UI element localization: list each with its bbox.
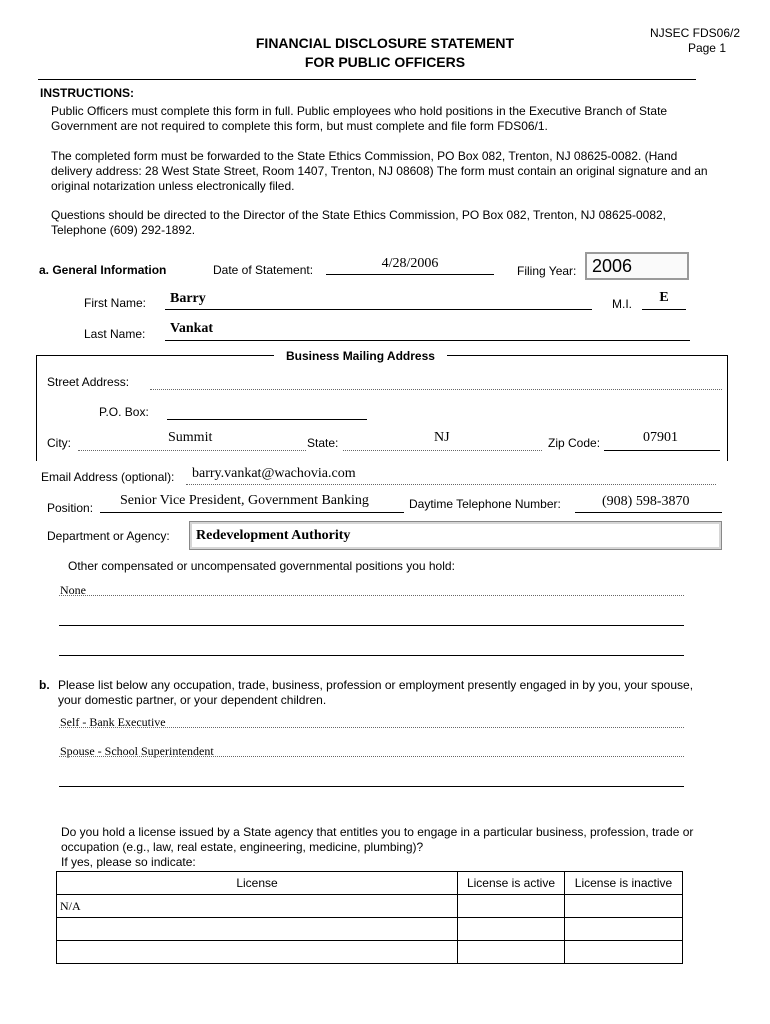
pobox-underline: [167, 419, 367, 420]
instructions-para1: Public Officers must complete this form in full. Public employees who hold positions in the Executive Branch of State Government are not required to complete this form, but must complete and file form FDS06/1.: [51, 104, 668, 133]
license-inactive-cell[interactable]: [565, 918, 683, 941]
page-number: Page 1: [687, 41, 726, 55]
street-label: Street Address:: [47, 375, 130, 389]
other-position-line-3: [59, 655, 684, 656]
pobox-label: P.O. Box:: [99, 405, 149, 419]
other-positions-label: Other compensated or uncompensated governmental positions you hold:: [68, 559, 455, 573]
license-question: Do you hold a license issued by a State agency that entitles you to engage in a particular business, profession, trade or occupation (e.g., law, real estate, engineering, medicine, plumbing)?: [61, 825, 694, 854]
last-name-label: Last Name:: [84, 327, 146, 341]
city-label: City:: [47, 436, 71, 450]
form-title-line2: FOR PUBLIC OFFICERS: [304, 54, 466, 70]
column-header-inactive: License is inactive: [565, 872, 683, 895]
department-agency-field[interactable]: [189, 521, 722, 550]
instructions-heading: INSTRUCTIONS:: [40, 86, 134, 100]
other-position-line-1: [59, 595, 684, 596]
form-title-line1: FINANCIAL DISCLOSURE STATEMENT: [255, 35, 515, 51]
table-row: [57, 941, 683, 964]
position-underline: [100, 512, 404, 513]
email-underline: [186, 484, 716, 485]
table-header-row: [57, 872, 683, 895]
first-name-field[interactable]: Barry: [170, 291, 206, 306]
column-header-license: License: [57, 872, 458, 895]
license-cell[interactable]: N/A: [57, 895, 458, 918]
date-of-statement-field[interactable]: 4/28/2006: [381, 256, 439, 271]
mi-underline: [642, 309, 686, 310]
email-label: Email Address (optional):: [41, 470, 175, 484]
dept-value: Redevelopment Authority: [196, 528, 351, 543]
phone-field[interactable]: (908) 598-3870: [602, 494, 690, 509]
last-name-underline: [165, 340, 690, 341]
zip-label: Zip Code:: [548, 436, 601, 450]
phone-label: Daytime Telephone Number:: [409, 497, 561, 511]
filing-year-value: 2006: [592, 256, 633, 276]
other-position-entry[interactable]: None: [60, 583, 86, 597]
email-field[interactable]: barry.vankat@wachovia.com: [192, 466, 356, 481]
instructions-para3: Questions should be directed to the Director of the State Ethics Commission, PO Box 082, Trenton, NJ 08625-0082, Telephone (609) 292-1892.: [51, 208, 666, 237]
form-code: NJSEC FDS06/2: [649, 26, 740, 40]
filing-year-label: Filing Year:: [517, 264, 577, 278]
header-divider: [38, 79, 696, 80]
street-address-field[interactable]: [150, 374, 722, 390]
occupation-line-1: [59, 727, 684, 728]
section-b-label: b.: [39, 678, 50, 692]
table-row: [57, 918, 683, 941]
pobox-field[interactable]: [167, 402, 367, 418]
first-name-label: First Name:: [84, 296, 147, 310]
other-position-line-2: [59, 625, 684, 626]
zip-field[interactable]: 07901: [643, 430, 678, 445]
phone-underline: [575, 512, 722, 513]
license-active-cell[interactable]: [458, 895, 565, 918]
date-underline: [326, 274, 494, 275]
occupation-line-2: [59, 756, 684, 757]
street-underline: [150, 389, 722, 390]
license-inactive-cell[interactable]: [565, 941, 683, 964]
state-label: State:: [307, 436, 339, 450]
occupation-entry[interactable]: Spouse - School Superintendent: [60, 744, 214, 758]
first-name-underline: [165, 309, 592, 310]
last-name-field[interactable]: Vankat: [170, 321, 214, 336]
column-header-active: License is active: [458, 872, 565, 895]
dept-label: Department or Agency:: [47, 529, 170, 543]
instructions-para2: The completed form must be forwarded to the State Ethics Commission, PO Box 082, Trenton, NJ 08625-0082. (Hand delivery address: 28 West State Street, Room 1407, Trenton, NJ 08608) The form must contain an original signature and an original notarization unless electronically filed.: [51, 149, 708, 193]
license-if-yes: If yes, please so indicate:: [61, 855, 196, 869]
table-row: [57, 895, 683, 918]
mailing-address-heading: Business Mailing Address: [274, 349, 447, 364]
occupation-entry[interactable]: Self - Bank Executive: [60, 715, 166, 729]
mi-field[interactable]: E: [659, 290, 669, 305]
date-label: Date of Statement:: [213, 263, 314, 277]
license-inactive-cell[interactable]: [565, 895, 683, 918]
license-table: [56, 871, 683, 964]
filing-year-field[interactable]: [585, 252, 689, 280]
license-active-cell[interactable]: [458, 918, 565, 941]
license-cell[interactable]: [57, 918, 458, 941]
position-field[interactable]: Senior Vice President, Government Banking: [120, 493, 369, 508]
position-label: Position:: [47, 501, 94, 515]
license-active-cell[interactable]: [458, 941, 565, 964]
section-b-text: Please list below any occupation, trade, business, profession or employment presently engaged in by you, your spouse, your domestic partner, or your dependent children.: [58, 678, 694, 707]
zip-underline: [604, 450, 720, 451]
section-a-heading: a. General Information: [39, 263, 167, 277]
occupation-line-3: [59, 786, 684, 787]
city-field[interactable]: Summit: [168, 430, 213, 445]
license-cell[interactable]: [57, 941, 458, 964]
mi-label: M.I.: [612, 297, 632, 311]
state-underline: [343, 450, 542, 451]
state-field[interactable]: NJ: [434, 430, 450, 445]
city-underline: [78, 450, 306, 451]
